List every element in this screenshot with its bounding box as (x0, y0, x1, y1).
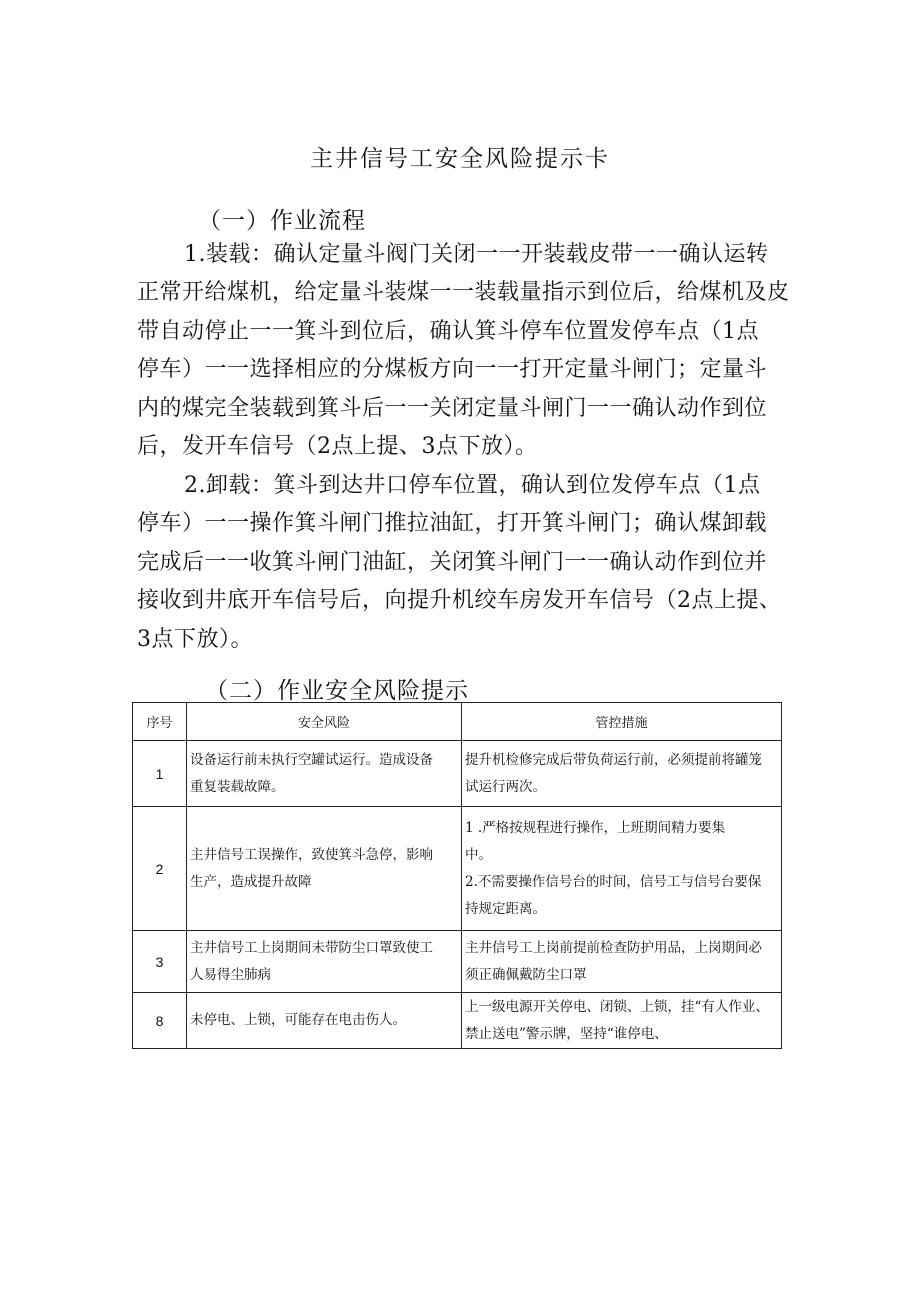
paragraph-line: 1.装载：确认定量斗阀门关闭一一开装载皮带一一确认运转 (184, 242, 769, 267)
paragraph-unloading (137, 467, 787, 659)
risk-cell-line: 主井信号工误操作，致使箕斗急停，影响 (190, 846, 433, 863)
table-row (133, 993, 782, 1049)
paragraph-line: 正常开给煤机，给定量斗装煤一一装载量指示到位后，给煤机及皮 (137, 280, 790, 306)
row-number: 8 (133, 993, 187, 1049)
table-row (133, 807, 782, 931)
row-number: 2 (133, 807, 187, 931)
risk-cell (187, 931, 462, 993)
risk-cell-line: 人易得尘肺病 (190, 966, 271, 983)
control-cell-line: 持规定距离。 (465, 900, 546, 917)
paragraph-line: 内的煤完全装载到箕斗后一一关闭定量斗闸门一一确认动作到位 (137, 395, 768, 421)
risk-cell-line: 设备运行前未执行空罐试运行。造成设备 (190, 751, 433, 768)
risk-cell (187, 807, 462, 931)
risk-cell (187, 741, 462, 807)
paragraph-line: 停车）一一选择相应的分煤板方向一一打开定量斗闸门；定量斗 (137, 357, 768, 383)
table-row (133, 741, 782, 807)
control-cell (462, 931, 782, 993)
paragraph-line: 3点下放）。 (137, 626, 253, 652)
control-cell-line: 中。 (465, 846, 492, 863)
control-cell-line: 禁止送电”警示牌，坚持“谁停电、 (465, 1025, 668, 1042)
control-cell (462, 807, 782, 931)
risk-cell-line: 主井信号工上岗期间未带防尘口罩致使工 (190, 939, 433, 956)
control-cell (462, 741, 782, 807)
risk-cell-line: 未停电、上锁，可能存在电击伤人。 (190, 1012, 406, 1028)
paragraph-line: 2.卸载：箕斗到达井口停车位置，确认到位发停车点（1点 (184, 473, 761, 498)
paragraph-line: 后，发开车信号（2点上提、3点下放）。 (137, 434, 538, 460)
table-header-row (133, 703, 782, 741)
risk-table (132, 702, 782, 1049)
risk-cell-line: 生产，造成提升故障 (190, 873, 312, 890)
paragraph-line: 完成后一一收箕斗闸门油缸，关闭箕斗闸门一一确认动作到位并 (137, 549, 768, 575)
row-number: 3 (133, 931, 187, 993)
control-cell-line: 2.不需要操作信号台的时间，信号工与信号台要保 (465, 873, 762, 890)
paragraph-line: 停车）一一操作箕斗闸门推拉油缸，打开箕斗闸门；确认煤卸载 (137, 511, 768, 537)
header-risk: 安全风险 (187, 703, 462, 741)
control-cell-line: 提升机检修完成后带负荷运行前，必须提前将罐笼 (465, 751, 762, 768)
control-cell (462, 993, 782, 1049)
table-row (133, 931, 782, 993)
control-cell-line: 1 .严格按规程进行操作，上班期间精力要集 (465, 819, 726, 836)
control-cell-line: 试运行两次。 (465, 778, 546, 795)
row-number: 1 (133, 741, 187, 807)
control-cell-line: 主井信号工上岗前提前检查防护用品，上岗期间必 (465, 939, 762, 956)
section-heading-risks: （二）作业安全风险提示 (205, 678, 469, 704)
control-cell-line: 上一级电源开关停电、闭锁、上锁，挂“有人作业、 (465, 998, 769, 1015)
risk-cell (187, 993, 462, 1049)
control-cell-line: 须正确佩戴防尘口罩 (465, 966, 587, 983)
paragraph-line: 带自动停止一一箕斗到位后，确认箕斗停车位置发停车点（1点 (137, 318, 759, 344)
risk-cell-line: 重复装载故障。 (190, 778, 285, 795)
header-number: 序号 (133, 703, 187, 741)
section-heading-workflow: （一）作业流程 (198, 208, 366, 234)
page-title: 主井信号工安全风险提示卡 (310, 146, 610, 172)
header-control: 管控措施 (462, 703, 782, 741)
paragraph-line: 接收到井底开车信号后，向提升机绞车房发开车信号（2点上提、 (137, 588, 782, 614)
paragraph-loading (137, 236, 790, 466)
